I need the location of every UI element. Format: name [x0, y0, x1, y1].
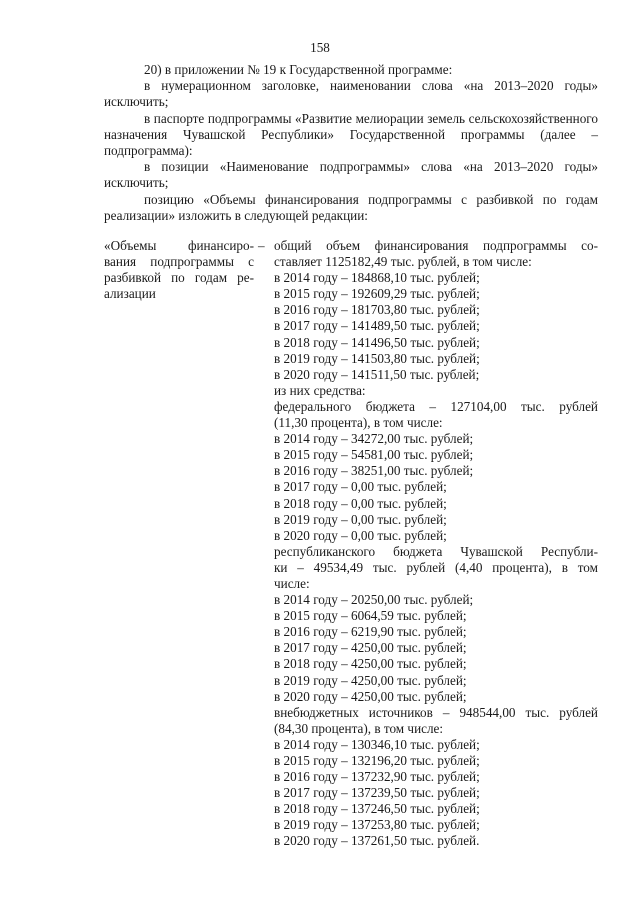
intro-paragraph: позицию «Объемы финансирования подпрограммы с разбивкой по годам реализации» изложить в следующей редакции: [104, 191, 598, 223]
content-line: в 2015 году – 132196,20 тыс. рублей; [274, 753, 480, 768]
position-title-line: «Объемы финансиро- [104, 238, 254, 253]
content-line: в 2019 году – 4250,00 тыс. рублей; [274, 672, 467, 688]
content-line: в 2014 году – 184868,10 тыс. рублей; [274, 270, 480, 286]
content-line: в 2020 году – 141511,50 тыс. рублей; [274, 366, 480, 382]
content-line: в 2017 году – 4250,00 тыс. рублей; [274, 640, 467, 656]
content-line: в 2014 году – 20250,00 тыс. рублей; [274, 592, 474, 608]
separator-dash: – [258, 238, 265, 253]
content-line: из них средства: [274, 382, 366, 398]
content-line: (11,30 процента), в том числе: [274, 415, 443, 431]
content-line: в 2019 году – 0,00 тыс. рублей; [274, 511, 447, 527]
content-line: в 2015 году – 192609,29 тыс. рублей; [274, 286, 480, 302]
content-line: в 2016 году – 137232,90 тыс. рублей; [274, 769, 480, 785]
intro-paragraph: в позиции «Наименование подпрограммы» слова «на 2013–2020 годы» исключить; [104, 159, 598, 191]
content-line: в 2017 году – 0,00 тыс. рублей; [274, 479, 447, 495]
intro-paragraph: 20) в приложении № 19 к Государственной программе: [144, 62, 453, 77]
position-content [274, 238, 598, 850]
content-line: в 2016 году – 181703,80 тыс. рублей; [274, 302, 480, 318]
content-line: республиканского бюджета Чувашской Республи- [274, 543, 598, 559]
content-line: в 2018 году – 141496,50 тыс. рублей; [274, 334, 480, 350]
content-line: в 2017 году – 137239,50 тыс. рублей; [274, 785, 480, 801]
content-line: в 2014 году – 130346,10 тыс. рублей; [274, 736, 480, 752]
content-line: ставляет 1125182,49 тыс. рублей, в том числе: [274, 254, 532, 270]
intro-section [104, 62, 598, 224]
content-line: внебюджетных источников – 948544,00 тыс. рублей [274, 704, 598, 720]
content-line: в 2015 году – 54581,00 тыс. рублей; [274, 447, 474, 463]
page-number: 158 [310, 40, 330, 55]
content-line: в 2020 году – 4250,00 тыс. рублей; [274, 688, 467, 704]
content-line: ки – 49534,49 тыс. рублей (4,40 процента), в том [274, 559, 598, 575]
content-line: общий объем финансирования подпрограммы со- [274, 238, 598, 253]
content-line: в 2020 году – 0,00 тыс. рублей; [274, 527, 447, 543]
content-line: в 2020 году – 137261,50 тыс. рублей. [274, 833, 480, 849]
content-line: в 2017 году – 141489,50 тыс. рублей; [274, 318, 480, 334]
content-line: в 2018 году – 0,00 тыс. рублей; [274, 495, 447, 511]
content-line: в 2015 году – 6064,59 тыс. рублей; [274, 608, 467, 624]
content-line: в 2014 году – 34272,00 тыс. рублей; [274, 431, 474, 447]
content-line: числе: [274, 575, 310, 591]
content-line: в 2016 году – 38251,00 тыс. рублей; [274, 463, 474, 479]
position-title [104, 238, 254, 302]
content-line: в 2019 году – 141503,80 тыс. рублей; [274, 350, 480, 366]
content-line: федерального бюджета – 127104,00 тыс. рублей [274, 398, 598, 414]
content-line: (84,30 процента), в том числе: [274, 720, 444, 736]
content-line: в 2016 году – 6219,90 тыс. рублей; [274, 624, 467, 640]
content-line: в 2019 году – 137253,80 тыс. рублей; [274, 817, 480, 833]
position-title-line: ализации [104, 286, 156, 302]
position-title-line: вания подпрограммы с [104, 254, 254, 270]
content-line: в 2018 году – 4250,00 тыс. рублей; [274, 656, 467, 672]
position-title-line: разбивкой по годам ре- [104, 270, 254, 286]
intro-paragraph: в нумерационном заголовке, наименовании слова «на 2013–2020 годы» исключить; [104, 78, 598, 110]
content-line: в 2018 году – 137246,50 тыс. рублей; [274, 801, 480, 817]
intro-paragraph: в паспорте подпрограммы «Развитие мелиорации земель сельскохозяйственного назначения Чувашской Республики» Государственной программы (далее – подпрограмма): [104, 110, 598, 159]
